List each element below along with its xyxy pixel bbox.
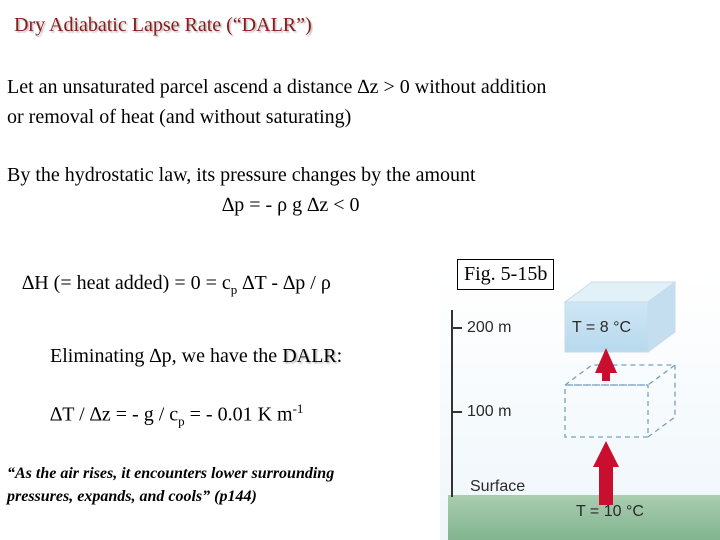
lower-arrow-shaft [599,465,613,505]
heat-equation [22,272,331,298]
quote-line-1: “As the air rises, it encounters lower surrounding [7,465,335,482]
dalr-equation-sup: -1 [292,401,304,416]
heat-equation-part2: ∆T - ∆p / ρ [237,272,331,294]
label-200m: 200 m [467,319,512,336]
hydrostatic-text: By the hydrostatic law, its pressure changes by the amount [7,164,476,186]
dalr-equation-part1: ∆T / ∆z = - g / c [50,403,179,426]
eliminating-line [50,345,342,368]
quote-line-2: pressures, expands, and cools” (p144) [7,488,257,505]
dalr-term: DALR [282,345,337,367]
figure-label: Fig. 5-15b [457,259,554,290]
parcel-figure [440,275,720,540]
slide-title: Dry Adiabatic Lapse Rate (“DALR”) [14,14,312,36]
dalr-equation [50,401,303,430]
intro-line-1: Let an unsaturated parcel ascend a distance ∆z > 0 without addition [7,76,547,98]
hydrostatic-equation: ∆p = - ρ g ∆z < 0 [222,194,360,216]
eliminating-colon: : [336,345,343,367]
heat-equation-sub: p [230,282,238,297]
dalr-equation-sub: p [178,413,185,429]
intro-paragraph [7,72,546,132]
heat-equation-part1: ∆H (= heat added) = 0 = c [22,272,231,294]
label-temp-surface: T = 10 °C [576,503,644,520]
label-surface: Surface [470,478,526,495]
eliminating-text: Eliminating ∆p, we have the [50,345,283,367]
dalr-equation-part2: = - 0.01 K m [184,403,293,426]
textbook-quote [7,462,427,508]
intro-line-2: or removal of heat (and without saturating) [7,106,352,128]
label-100m: 100 m [467,403,512,420]
label-temp-200m: T = 8 °C [572,319,632,336]
